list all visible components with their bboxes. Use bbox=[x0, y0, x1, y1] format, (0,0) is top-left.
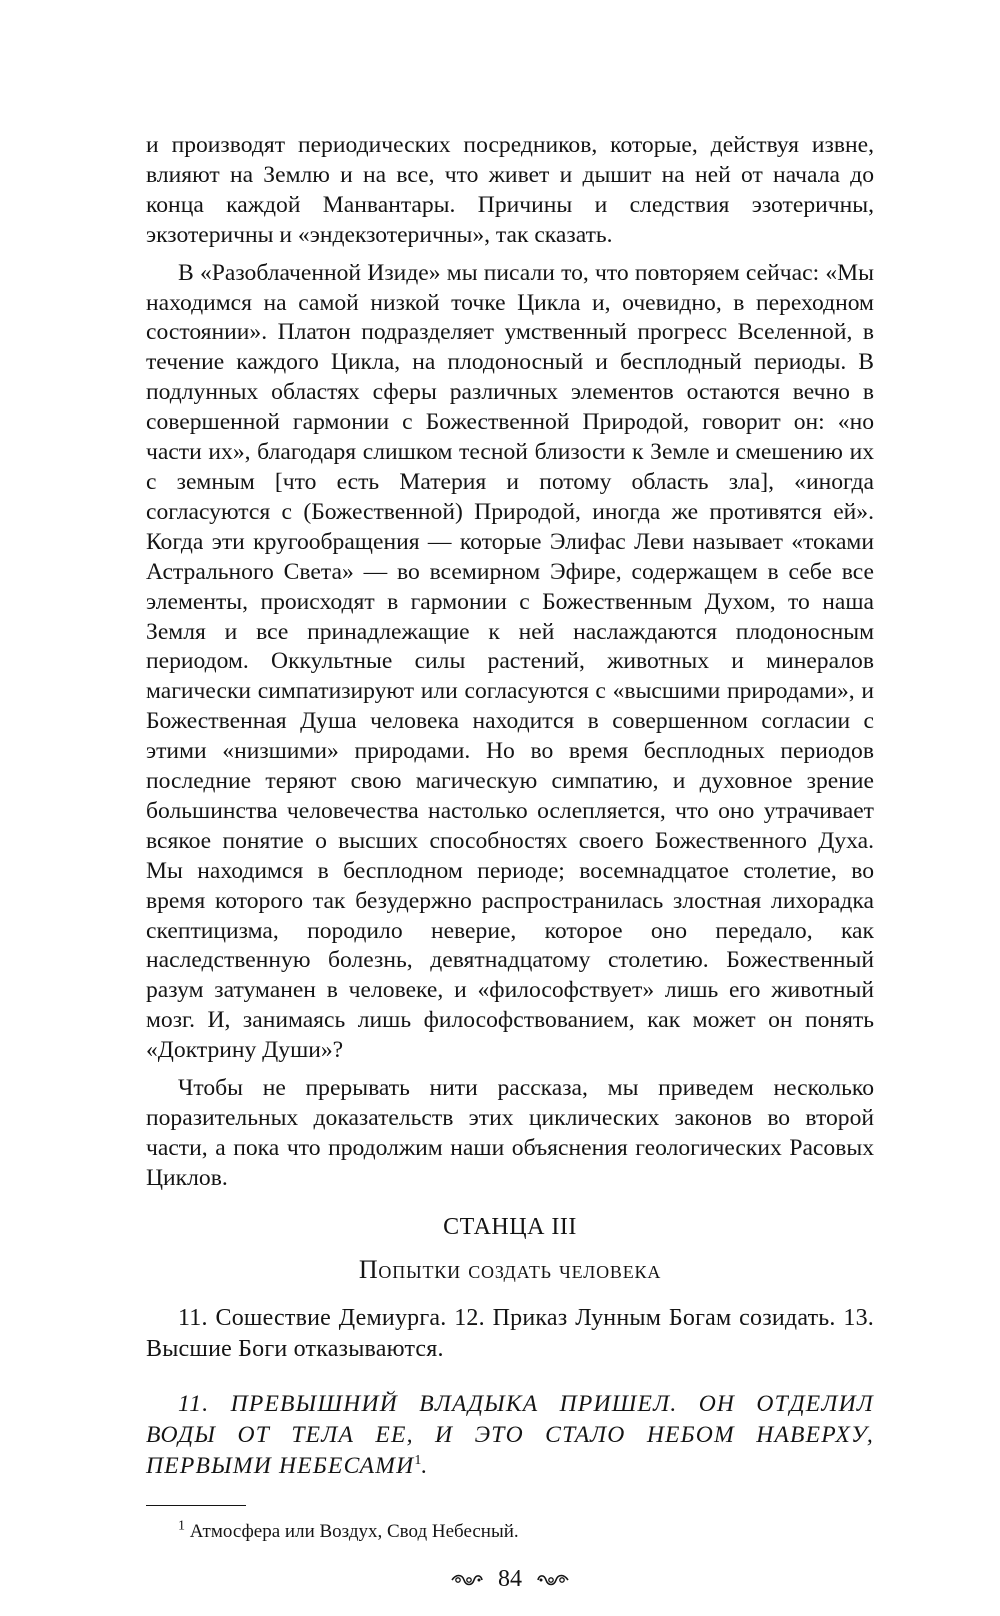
stanza-verse bbox=[146, 1389, 874, 1482]
footnote-mark: 1 bbox=[178, 1518, 185, 1534]
right-ornament-icon bbox=[536, 1571, 570, 1589]
page-number: 84 bbox=[498, 1566, 522, 1593]
paragraph-isis-unveiled: В «Разоблаченной Изиде» мы писали то, что повторяем сейчас: «Мы находимся на самой низкой точке Цикла и, очевидно, в переходном состоянии». Платон подразделяет умственный прогресс Вселенной, в течение каждого Цикла, на плодоносный и бесплодный периоды. В подлунных областях сферы различных элементов остаются вечно в совершенной гармонии с Божественной Природой, говорит он: «но части их», благодаря слишком тесной близости к Земле и смешению их с земным [что есть Материя и потому область зла], «иногда согласуются с (Божественной) Природой, иногда же противятся ей». Когда эти кругообращения — которые Элифас Леви называет «токами Астрального Света» — во всемирном Эфире, содержащем в себе все элементы, происходят в гармонии с Божественным Духом, то наша Земля и все принадлежащие к ней наслаждаются плодоносным периодом. Оккультные силы растений, животных и минералов магически симпатизируют или согласуются с «высшими природами», и Божественная Душа человека находится в совершенном согласии с этими «низшими» природами. Но во время бесплодных периодов последние теряют свою магическую симпатию, и духовное зрение большинства человечества настолько ослепляется, что оно утрачивает всякое понятие о высших способностях своего Божественного Духа. Мы находимся в бесплодном периоде; восемнадцатое столетие, во время которого так безудержно распространилась злостная лихорадка скептицизма, породило неверие, которое оно передало, как наследственную болезнь, девятнадцатому столетию. Божественный разум затуманен в человеке, и «философствует» лишь его животный мозг. И, занимаясь лишь философствованием, как может он понять «Доктрину Души»? bbox=[146, 259, 874, 1064]
stanza-subtitle: Попытки создать человека bbox=[358, 1254, 662, 1284]
verse-text: 11. ПРЕВЫШНИЙ ВЛАДЫКА ПРИШЕЛ. ОН ОТДЕЛИЛ ВОДЫ ОТ ТЕЛА ЕЕ, И ЭТО СТАЛО НЕБОМ НАВЕРХУ, ПЕРВЫМИ НЕБЕСАМИ bbox=[146, 1390, 874, 1479]
footnote-rule bbox=[146, 1505, 246, 1506]
stanza-title: СТАНЦА III bbox=[443, 1213, 577, 1240]
footnote-reference[interactable]: 1 bbox=[414, 1452, 422, 1468]
verse-end: . bbox=[421, 1452, 429, 1479]
book-page bbox=[146, 131, 874, 1593]
paragraph-racial-cycles: Чтобы не прерывать нити рассказа, мы приведем несколько поразительных доказательств этих циклических законов во второй части, а пока что продолжим наши объяснения геологических Расовых Циклов. bbox=[146, 1075, 874, 1191]
page-folio bbox=[146, 1566, 874, 1593]
footnote-text: Атмосфера или Воздух, Свод Небесный. bbox=[189, 1521, 519, 1543]
stanza-summary: 11. Сошествие Демиурга. 12. Приказ Лунным Богам созидать. 13. Высшие Боги отказываются. bbox=[146, 1304, 874, 1362]
footnote bbox=[146, 1520, 874, 1544]
left-ornament-icon bbox=[450, 1571, 484, 1589]
paragraph-continuation: и производят периодических посредников, которые, действуя извне, влияют на Землю и на все, что живет и дышит на ней от начала до конца каждой Манвантары. Причины и следствия эзотеричны, экзотеричны и «эндекзотеричны», так сказать. bbox=[146, 132, 874, 248]
